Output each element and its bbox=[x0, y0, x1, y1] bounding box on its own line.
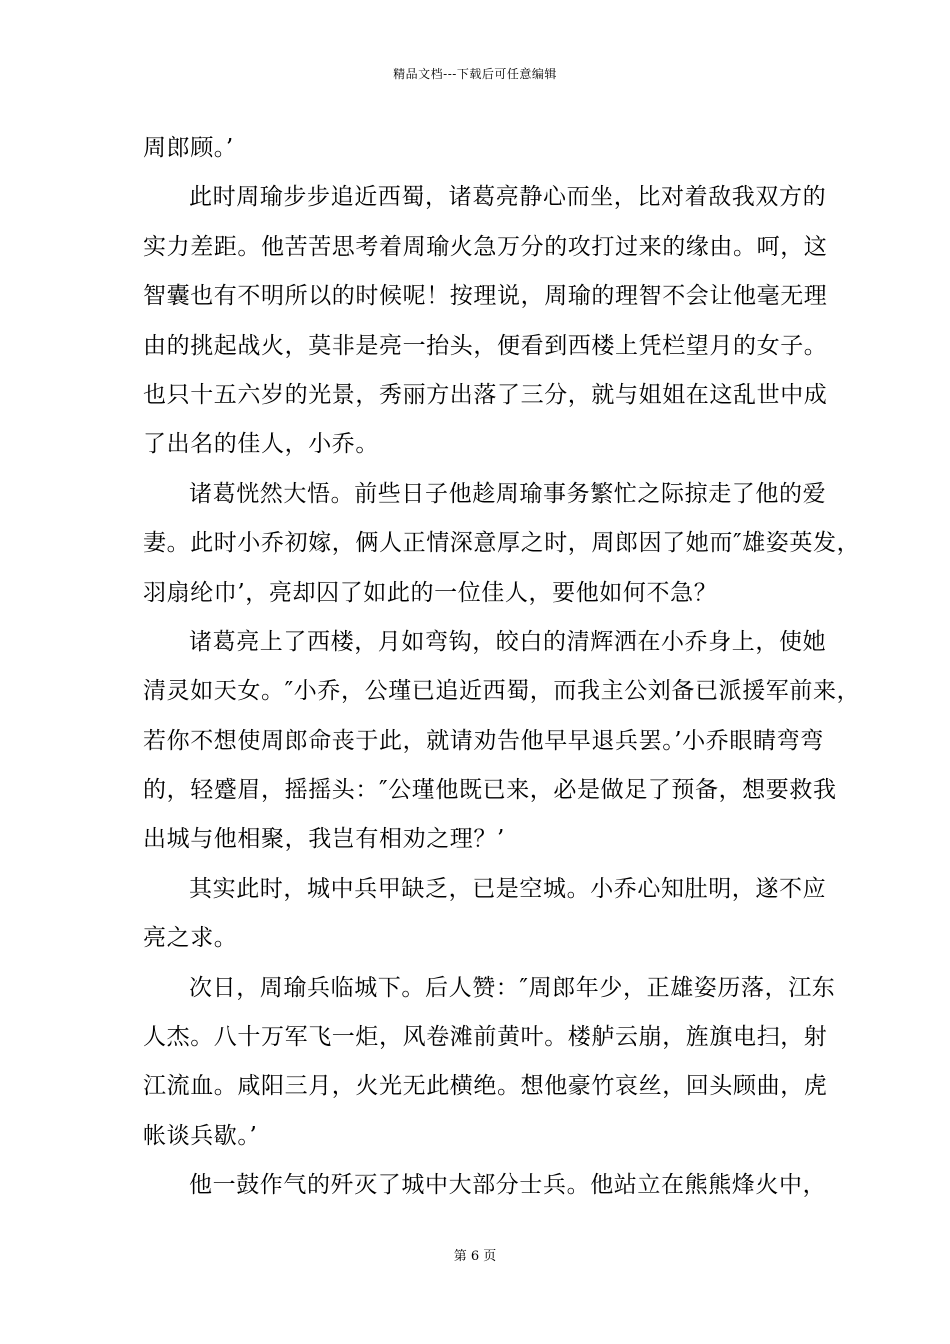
text-line: 若你不想使周郎命丧于此，就请劝告他早早退兵罢。’小乔眼睛弯弯 bbox=[143, 727, 824, 754]
text-line: 也只十五六岁的光景，秀丽方出落了三分，就与姐姐在这乱世中成 bbox=[143, 381, 828, 408]
paragraph-start-line: 次日，周瑜兵临城下。后人赞：″周郎年少，正雄姿历落，江东 bbox=[189, 974, 836, 1001]
text-line: 人杰。八十万军飞一炬，风卷滩前黄叶。楼舻云崩，旌旗电扫，射 bbox=[143, 1024, 828, 1051]
text-line: 清灵如天女。″小乔，公瑾已追近西蜀，而我主公刘备已派援军前来， bbox=[143, 678, 861, 705]
text-line: 出城与他相聚，我岂有相劝之理？’ bbox=[143, 826, 505, 853]
text-line: 亮之求。 bbox=[143, 925, 238, 952]
text-line: 的，轻蹙眉，摇摇头：″公瑾他既已来，必是做足了预备，想要救我 bbox=[143, 777, 837, 804]
paragraph-start-line: 他一鼓作气的歼灭了城中大部分士兵。他站立在熊熊烽火中， bbox=[189, 1172, 827, 1199]
text-line: 智囊也有不明所以的时候呢！按理说，周瑜的理智不会让他毫无理 bbox=[143, 283, 828, 310]
text-line: 羽扇纶巾’，亮却囚了如此的一位佳人，要他如何不急？ bbox=[143, 579, 718, 606]
paragraph-start-line: 此时周瑜步步追近西蜀，诸葛亮静心而坐，比对着敌我双方的 bbox=[189, 184, 827, 211]
page-number: 第 6 页 bbox=[453, 1249, 497, 1264]
paragraph-start-line: 诸葛亮上了西楼，月如弯钩，皎白的清辉洒在小乔身上，使她 bbox=[189, 628, 827, 655]
text-line: 帐谈兵歇。’ bbox=[143, 1122, 258, 1149]
text-line: 江流血。咸阳三月，火光无此横绝。想他豪竹哀丝，回头顾曲，虎 bbox=[143, 1073, 828, 1100]
paragraph-start-line: 其实此时，城中兵甲缺乏，已是空城。小乔心知肚明，遂不应 bbox=[189, 875, 827, 902]
text-line: 由的挑起战火，莫非是亮一抬头，便看到西楼上凭栏望月的女子。 bbox=[143, 332, 828, 359]
text-line: 妻。此时小乔初嫁，俩人正情深意厚之时，周郎因了她而″雄姿英发， bbox=[143, 530, 861, 557]
document-body bbox=[143, 124, 861, 1211]
text-line: 了出名的佳人，小乔。 bbox=[143, 431, 379, 458]
page-header: 精品文档---下载后可任意编辑 bbox=[393, 67, 557, 81]
text-line: 周郎顾。’ bbox=[143, 135, 234, 161]
paragraph-start-line: 诸葛恍然大悟。前些日子他趁周瑜事务繁忙之际掠走了他的爱 bbox=[189, 480, 827, 507]
text-line: 实力差距。他苦苦思考着周瑜火急万分的攻打过来的缘由。呵，这 bbox=[143, 233, 828, 260]
